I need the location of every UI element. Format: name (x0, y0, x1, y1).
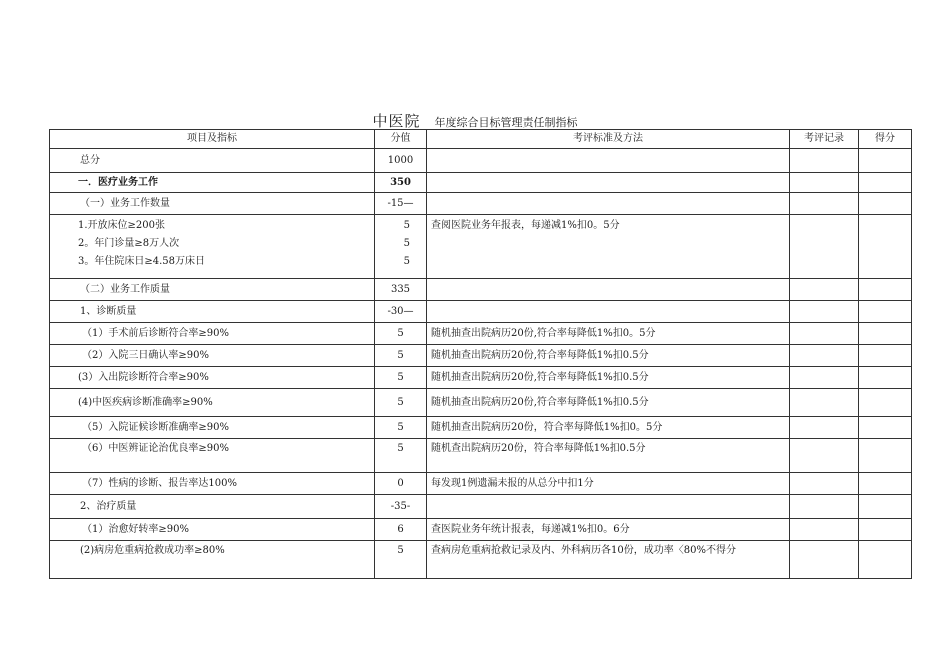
item-line: 3。年住院床日≥4.58万床日 (78, 256, 206, 267)
table-row (50, 301, 912, 323)
table-row (50, 473, 912, 495)
title-main: 中医院 (372, 112, 421, 130)
method-cell: 查阅医院业务年报表，每递减1%扣0。5分 (427, 215, 790, 279)
value-cell: 5 (375, 439, 427, 473)
score-cell (859, 367, 912, 389)
item-cell: （5）入院证候诊断准确率≥90% (50, 417, 375, 439)
value-cell: -30— (375, 301, 427, 323)
record-cell (790, 323, 859, 345)
table-row (50, 439, 912, 473)
record-cell (790, 173, 859, 193)
score-cell (859, 345, 912, 367)
record-cell (790, 389, 859, 417)
method-cell: 随机抽查出院病历20份,符合率每降低1%扣0.5分 (427, 345, 790, 367)
method-cell (427, 301, 790, 323)
record-cell (790, 345, 859, 367)
score-cell (859, 519, 912, 541)
item-cell: (3）入出院诊断符合率≥90% (50, 367, 375, 389)
table-row (50, 541, 912, 579)
score-cell (859, 389, 912, 417)
header-record: 考评记录 (790, 130, 859, 149)
record-cell (790, 301, 859, 323)
method-cell (427, 173, 790, 193)
value-cell: 6 (375, 519, 427, 541)
title-sub: 年度综合目标管理责任制指标 (434, 116, 578, 129)
record-cell (790, 439, 859, 473)
record-cell (790, 417, 859, 439)
value-cell: 5 (375, 541, 427, 579)
table-row (50, 495, 912, 519)
table-row (50, 389, 912, 417)
item-cell: （6）中医辨证论治优良率≥90% (50, 439, 375, 473)
value-cell: 0 (375, 473, 427, 495)
table-row (50, 215, 912, 279)
record-cell (790, 519, 859, 541)
method-cell: 随机抽查出院病历20份,符合率每降低1%扣0.5分 (427, 389, 790, 417)
record-cell (790, 367, 859, 389)
method-cell: 查医院业务年统计报表，每递减1%扣0。6分 (427, 519, 790, 541)
item-cell: 一．医疗业务工作 (50, 173, 375, 193)
score-cell (859, 215, 912, 279)
score-cell (859, 173, 912, 193)
value-cell: -35- (375, 495, 427, 519)
value-cell: -15— (375, 193, 427, 215)
item-cell: （二）业务工作质量 (50, 279, 375, 301)
value-cell: 5 (375, 345, 427, 367)
value-cell: 5 (375, 323, 427, 345)
item-cell: （一）业务工作数量 (50, 193, 375, 215)
record-cell (790, 473, 859, 495)
table-row (50, 279, 912, 301)
value-cell (375, 215, 427, 279)
record-cell (790, 215, 859, 279)
method-cell: 查病房危重病抢救记录及内、外科病历各10份，成功率〈80%不得分 (427, 541, 790, 579)
method-cell: 随机抽查出院病历20份,符合率每降低1%扣0.5分 (427, 367, 790, 389)
value-line: 5 (403, 238, 410, 249)
header-method: 考评标准及方法 (427, 130, 790, 149)
record-cell (790, 279, 859, 301)
table-row (50, 367, 912, 389)
table-row (50, 417, 912, 439)
record-cell (790, 193, 859, 215)
table-row (50, 345, 912, 367)
table-row (50, 519, 912, 541)
score-cell (859, 149, 912, 173)
record-cell (790, 149, 859, 173)
item-line: 1.开放床位≥200张 (78, 220, 166, 231)
score-cell (859, 495, 912, 519)
value-cell: 5 (375, 389, 427, 417)
item-cell: 2、治疗质量 (50, 495, 375, 519)
score-cell (859, 541, 912, 579)
value-cell: 1000 (375, 149, 427, 173)
table-row (50, 149, 912, 173)
indicator-table (49, 129, 912, 579)
value-cell: 335 (375, 279, 427, 301)
record-cell (790, 541, 859, 579)
table-row (50, 193, 912, 215)
header-item: 项目及指标 (50, 130, 375, 149)
value-cell: 5 (375, 417, 427, 439)
score-cell (859, 473, 912, 495)
method-cell: 每发现1例遗漏未报的从总分中扣1分 (427, 473, 790, 495)
table-row (50, 323, 912, 345)
value-cell: 350 (375, 173, 427, 193)
item-line: 2。年门诊量≥8万人次 (78, 238, 180, 249)
score-cell (859, 417, 912, 439)
method-cell (427, 495, 790, 519)
method-cell: 随机查出院病历20份，符合率每降低1%扣0.5分 (427, 439, 790, 473)
method-cell (427, 279, 790, 301)
score-cell (859, 323, 912, 345)
document-title (0, 110, 950, 131)
score-cell (859, 193, 912, 215)
header-score: 得分 (859, 130, 912, 149)
item-cell (50, 215, 375, 279)
item-cell: 1、诊断质量 (50, 301, 375, 323)
item-cell: 总分 (50, 149, 375, 173)
method-cell (427, 149, 790, 173)
method-cell (427, 193, 790, 215)
score-cell (859, 279, 912, 301)
value-line: 5 (403, 256, 410, 267)
item-cell: （7）性病的诊断、报告率达100% (50, 473, 375, 495)
method-cell: 随机抽查出院病历20份,符合率每降低1%扣0。5分 (427, 323, 790, 345)
item-cell: (2)病房危重病抢救成功率≥80% (50, 541, 375, 579)
item-cell: (4)中医疾病诊断准确率≥90% (50, 389, 375, 417)
value-line: 5 (403, 220, 410, 231)
item-cell: （1）手术前后诊断符合率≥90% (50, 323, 375, 345)
table-header-row (50, 130, 912, 149)
item-cell: （2）入院三日确认率≥90% (50, 345, 375, 367)
table-row (50, 173, 912, 193)
score-cell (859, 439, 912, 473)
record-cell (790, 495, 859, 519)
value-cell: 5 (375, 367, 427, 389)
header-value: 分值 (375, 130, 427, 149)
method-cell: 随机抽查出院病历20份，符合率每降低1%扣0。5分 (427, 417, 790, 439)
item-cell: （1）治愈好转率≥90% (50, 519, 375, 541)
score-cell (859, 301, 912, 323)
